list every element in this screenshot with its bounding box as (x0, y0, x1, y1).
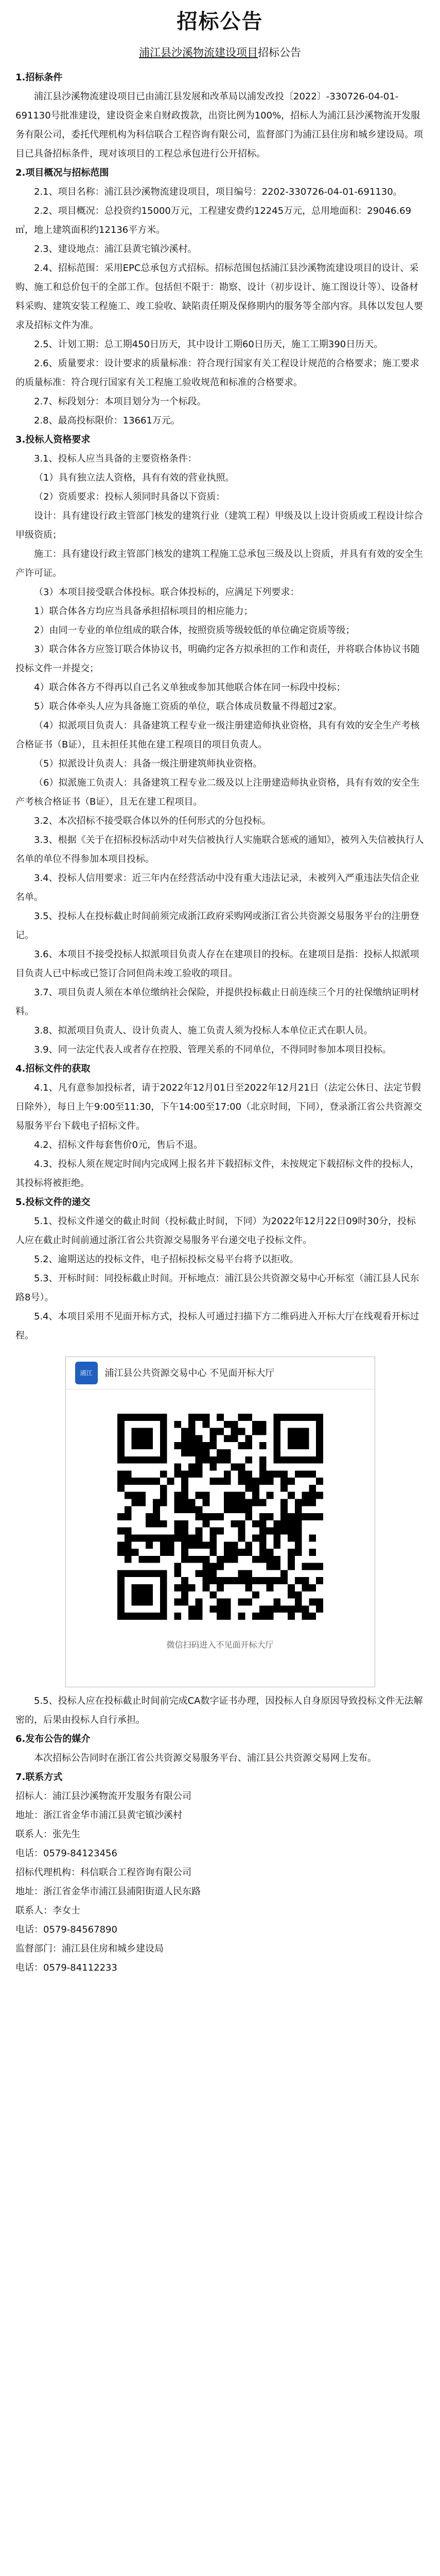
paragraph: 2.3、建设地点：浦江县黄宅镇沙溪村。 (34, 244, 197, 255)
paragraph: 4）联合体各方不得再以自己名义单独或参加其他联合体在同一标段中投标； (34, 682, 346, 693)
paragraph-list-continued (15, 1691, 425, 1977)
paragraph: 设计：具有建设行政主管部门核发的建筑行业（建筑工程）甲级及以上设计资质或工程设计综合甲级资质； (15, 511, 423, 540)
paragraph: 本次招标公告同时在浙江省公共资源交易服务平台、浦江县公共资源交易网上发布。 (34, 1753, 377, 1764)
qr-code-icon[interactable] (117, 1414, 323, 1620)
paragraph: 1）联合体各方均应当具备承担招标项目的相应能力； (34, 606, 253, 617)
paragraph: 地址：浙江省金华市浦江县黄宅镇沙溪村 (15, 1810, 182, 1821)
paragraph: 5.2、逾期送达的投标文件，电子招标投标交易平台将予以拒收。 (34, 1254, 299, 1265)
page-subtitle (15, 44, 425, 60)
paragraph: （6）拟派施工负责人：具备建筑工程专业二级及以上注册建造师执业资格，具有有效的安全生产考核合格证书（B证），且无在建工程项目。 (15, 777, 420, 807)
paragraph: 浦江县沙溪物流建设项目已由浦江县发展和改革局以浦发改投〔2022〕-330726-04-01-691130号批准建设，建设资金来自财政拨款，出资比例为100%，招标人为浦江县沙溪物流开发服务有限公司，委托代理机构为科信联合工程咨询有限公司，监督部门为浦江县住房和城乡建设局。项目已具备招标条件，现对该项目的工程总承包进行公开招标。 (15, 91, 423, 159)
paragraph: （5）拟派设计负责人：具备一级注册建筑师执业资格。 (34, 758, 262, 769)
paragraph: 3.9、同一法定代表人或者存在控股、管理关系的不同单位，不得同时参加本项目投标。 (34, 1044, 392, 1055)
paragraph: 电话：0579-84112233 (15, 1962, 117, 1973)
paragraph: 施工：具有建设行政主管部门核发的建筑工程施工总承包三级及以上资质，并具有有效的安全生产许可证。 (15, 549, 423, 579)
qr-note: 微信扫码进入不见面开标大厅 (166, 1640, 274, 1650)
section-heading: 2.项目概况与招标范围 (15, 167, 109, 178)
paragraph: 招标代理机构：科信联合工程咨询有限公司 (15, 1867, 191, 1878)
platform-logo-icon: 浦江 (75, 1362, 98, 1384)
subtitle-project-name: 浦江县沙溪物流建设项目 (139, 46, 258, 59)
paragraph: 5）联合体牵头人应为具备施工资质的单位，联合体成员数量不得超过2家。 (34, 701, 342, 712)
paragraph: （3）本项目接受联合体投标。联合体投标的，应满足下列要求： (34, 587, 300, 598)
paragraph: 招标人：浦江县沙溪物流开发服务有限公司 (15, 1791, 191, 1802)
qr-card-title: 浦江县公共资源交易中心 不见面开标大厅 (104, 1367, 275, 1379)
section-heading: 3.投标人资格要求 (15, 434, 91, 445)
paragraph: （4）拟派项目负责人：具备建筑工程专业一级注册建造师执业资格，具有有效的安全生产考核合格证书（B证），且未担任其他在建工程项目的项目负责人。 (15, 720, 420, 750)
paragraph: 监督部门：浦江县住房和城乡建设局 (15, 1943, 164, 1954)
paragraph: 地址：浙江省金华市浦江县浦阳街道人民东路 (15, 1886, 201, 1897)
paragraph: 3）联合体各方应签订联合体协议书，明确约定各方拟承担的工作和责任，并将联合体协议书随投标文件一并提交； (15, 644, 420, 674)
paragraph: 3.2、本次招标不接受联合体以外的任何形式的分包投标。 (34, 816, 271, 826)
section-heading: 7.联系方式 (15, 1772, 63, 1783)
announcement-body (15, 68, 425, 1977)
paragraph-list (15, 68, 425, 1345)
paragraph: 3.3、根据《关于在招标投标活动中对失信被执行人实施联合惩戒的通知》，被列入失信被执行人名单的单位不得参加本项目投标。 (15, 835, 424, 865)
paragraph: 2）由同一专业的单位组成的联合体，按照资质等级较低的单位确定资质等级； (34, 625, 355, 636)
paragraph: 2.1、项目名称：浦江县沙溪物流建设项目，项目编号：2202-330726-04-01-691130。 (34, 187, 402, 197)
section-heading: 4.招标文件的获取 (15, 1063, 91, 1074)
paragraph: 5.3、开标时间：同投标截止时间。开标地点：浦江县公共资源交易中心开标室（浦江县人民东路8号）。 (15, 1273, 419, 1303)
paragraph: 2.5、计划工期：总工期450日历天，其中设计工期60日历天，施工工期390日历天。 (34, 339, 383, 350)
paragraph: 2.7、标段划分：本项目划分为一个标段。 (34, 396, 206, 407)
paragraph: 联系人：张先生 (15, 1829, 80, 1840)
paragraph: 联系人：李女士 (15, 1905, 80, 1916)
paragraph: 3.8、拟派项目负责人、设计负责人、施工负责人须为投标人本单位正式在职人员。 (34, 1025, 373, 1036)
paragraph: 2.4、招标范围：采用EPC总承包方式招标。招标范围包括浦江县沙溪物流建设项目的设计、采购、施工和总价包干的全部工作。包括但不限于：勘察、设计（初步设计、施工图设计等）、设备材料采购、建筑安装工程施工、竣工验收、缺陷责任期及保修期内的服务等全部内容。具体以发包人要求及招标文件为准。 (15, 263, 423, 331)
paragraph: （1）具有独立法人资格，具有有效的营业执照。 (34, 472, 235, 483)
paragraph: 3.5、投标人在投标截止时间前须完成浙江政府采购网或浙江省公共资源交易服务平台的注册登记。 (15, 911, 419, 941)
qr-card-header (66, 1357, 375, 1389)
paragraph: 电话：0579-84567890 (15, 1924, 117, 1935)
page-title: 招标公告 (177, 10, 263, 33)
paragraph: 3.1、投标人应当具备的主要资格条件： (34, 453, 197, 464)
paragraph: 3.7、项目负责人须在本单位缴纳社会保险，并提供投标截止日前连续三个月的社保缴纳证明材料。 (15, 987, 419, 1017)
paragraph: 2.6、质量要求：设计要求的质量标准：符合现行国家有关工程设计规范的合格要求；施工要求的质量标准：符合现行国家有关工程施工验收规范和标准的合格要求。 (15, 358, 419, 388)
paragraph: 5.1、投标文件递交的截止时间（投标截止时间，下同）为2022年12月22日09时30分，投标人应在截止时间前通过浙江省公共资源交易服务平台递交电子投标文件。 (15, 1216, 416, 1246)
paragraph: 4.3、投标人须在规定时间内完成网上报名并下载招标文件，未按规定下载招标文件的投标人，其投标将被拒绝。 (15, 1159, 419, 1189)
paragraph: 3.4、投标人信用要求：近三年内在经营活动中没有重大违法记录，未被列入严重违法失信企业名单。 (15, 873, 419, 903)
paragraph: 4.1、凡有意参加投标者，请于2022年12月01日至2022年12月21日（法定公休日、法定节假日除外），每日上午9:00至11:30，下午14:00至17:00（北京时间，下同），登录浙江省公共资源交易服务平台下载电子招标文件。 (15, 1082, 423, 1131)
paragraph: 3.6、本项目不接受投标人拟派项目负责人存在在建项目的投标。在建项目是指：投标人拟派项目负责人已中标或已签订合同但尚未竣工验收的项目。 (15, 949, 419, 979)
qr-card[interactable] (65, 1357, 375, 1687)
section-heading: 5.投标文件的递交 (15, 1197, 91, 1208)
paragraph: 2.8、最高投标限价：13661万元。 (34, 415, 180, 426)
section-heading: 6.发布公告的媒介 (15, 1734, 91, 1744)
section-heading: 1.招标条件 (15, 72, 63, 83)
paragraph: 2.2、项目概况：总投资约15000万元，工程建安费约12245万元，总用地面积：29046.69㎡，地上建筑面积约12136平方米。 (15, 206, 412, 235)
paragraph: 4.2、招标文件每套售价0元，售后不退。 (34, 1140, 203, 1150)
paragraph: （2）资质要求：投标人须同时具备以下资质： (34, 492, 225, 502)
paragraph: 5.5、投标人应在投标截止时间前完成CA数字证书办理，因投标人自身原因导致投标文件无法解密的，后果由投标人自行承担。 (15, 1696, 423, 1725)
paragraph: 电话：0579-84123456 (15, 1848, 117, 1859)
subtitle-suffix: 招标公告 (258, 46, 301, 59)
paragraph: 5.4、本项目采用不见面开标方式，投标人可通过扫描下方二维码进入开标大厅在线观看开标过程。 (15, 1311, 419, 1341)
